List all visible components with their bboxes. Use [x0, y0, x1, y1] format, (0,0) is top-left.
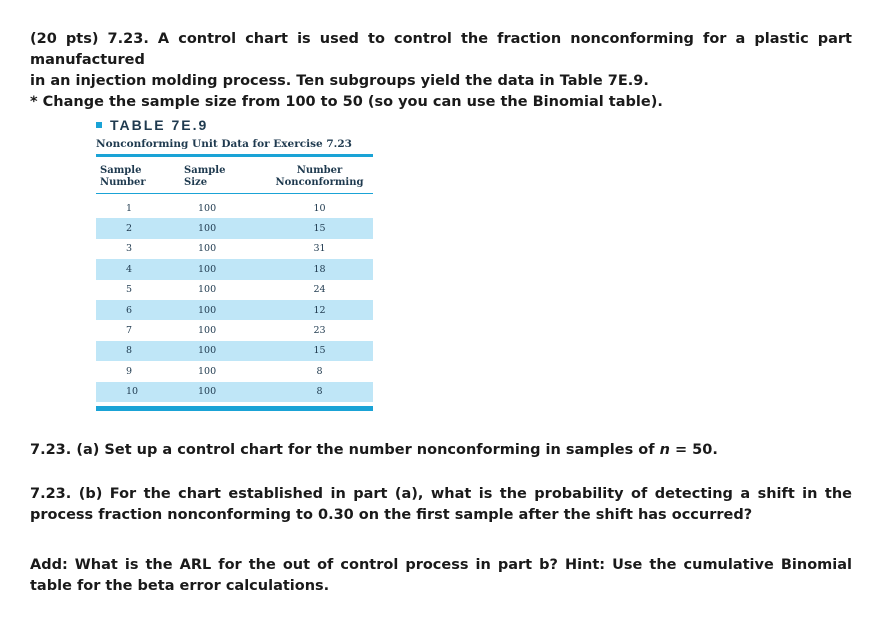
header-number-nonconforming — [266, 157, 373, 194]
cell-sample-number: 2 — [96, 218, 180, 238]
problem-intro — [30, 29, 852, 113]
table-row — [96, 280, 373, 300]
question-part-b: 7.23. (b) For the chart established in part (a), what is the probability of detecting a shift in the process fraction nonconforming to 0.30 on the first sample after the shift has occurred? — [30, 486, 852, 523]
cell-nonconforming: 31 — [313, 243, 326, 255]
table-row — [96, 341, 373, 361]
cell-nonconforming: 8 — [266, 382, 373, 402]
table-title-text: TABLE 7E.9 — [110, 117, 209, 133]
cell-sample-size: 100 — [198, 202, 217, 214]
table-row — [96, 382, 373, 402]
header-number-nonconforming-line1: Number — [296, 165, 343, 176]
cell-sample-number: 7 — [126, 325, 133, 337]
cell-sample-number: 1 — [126, 202, 133, 214]
table-row — [96, 300, 373, 320]
cell-sample-number: 6 — [96, 300, 180, 320]
cell-nonconforming: 10 — [313, 202, 326, 214]
table-row — [96, 361, 373, 381]
cell-sample-size: 100 — [180, 341, 266, 361]
table-title — [96, 116, 373, 134]
part-a-text-after: = 50. — [669, 442, 718, 458]
part-a-variable: n — [659, 442, 670, 458]
question-part-a — [30, 440, 852, 461]
cell-nonconforming: 23 — [313, 325, 326, 337]
cell-sample-number: 5 — [126, 284, 133, 296]
cell-sample-size: 100 — [180, 300, 266, 320]
header-sample-size-line2: Size — [184, 177, 208, 188]
table-row — [96, 259, 373, 279]
header-sample-number — [96, 157, 180, 194]
cell-nonconforming: 15 — [266, 218, 373, 238]
cell-sample-size: 100 — [198, 243, 217, 255]
additional-question: Add: What is the ARL for the out of control process in part b? Hint: Use the cumulative Binomial table for the beta error calculations. — [30, 557, 852, 594]
data-table — [96, 157, 373, 402]
intro-line-3: * Change the sample size from 100 to 50 (so you can use the Binomial table). — [30, 94, 663, 110]
cell-sample-number: 3 — [126, 243, 133, 255]
cell-sample-size: 100 — [180, 218, 266, 238]
table-row — [96, 194, 373, 219]
header-sample-number-line2: Number — [100, 177, 146, 188]
cell-nonconforming: 8 — [316, 365, 323, 377]
header-number-nonconforming-line2: Nonconforming — [275, 177, 364, 188]
cell-nonconforming: 18 — [266, 259, 373, 279]
intro-line-2: in an injection molding process. Ten subgroups yield the data in Table 7E.9. — [30, 73, 649, 89]
part-a-text-before: 7.23. (a) Set up a control chart for the number nonconforming in samples of — [30, 442, 660, 458]
cell-sample-number: 9 — [126, 365, 133, 377]
header-sample-size-line1: Sample — [184, 165, 226, 176]
cell-sample-size: 100 — [198, 325, 217, 337]
intro-line-1: (20 pts) 7.23. A control chart is used to control the fraction nonconforming for a plastic part manufactured — [30, 31, 852, 68]
cell-sample-size: 100 — [198, 365, 217, 377]
cell-sample-number: 8 — [96, 341, 180, 361]
square-bullet-icon — [96, 122, 102, 128]
header-sample-size — [180, 157, 266, 194]
cell-nonconforming: 24 — [313, 284, 326, 296]
data-table-figure — [96, 116, 373, 411]
table-row — [96, 218, 373, 238]
cell-sample-size: 100 — [198, 284, 217, 296]
cell-sample-size: 100 — [180, 382, 266, 402]
cell-sample-size: 100 — [180, 259, 266, 279]
cell-sample-number: 4 — [96, 259, 180, 279]
cell-sample-number: 10 — [96, 382, 180, 402]
table-caption: Nonconforming Unit Data for Exercise 7.23 — [96, 138, 373, 157]
table-row — [96, 320, 373, 340]
header-sample-number-line1: Sample — [100, 165, 142, 176]
table-header-row — [96, 157, 373, 194]
table-row — [96, 239, 373, 259]
cell-nonconforming: 15 — [266, 341, 373, 361]
cell-nonconforming: 12 — [266, 300, 373, 320]
table-bottom-rule — [96, 406, 373, 411]
